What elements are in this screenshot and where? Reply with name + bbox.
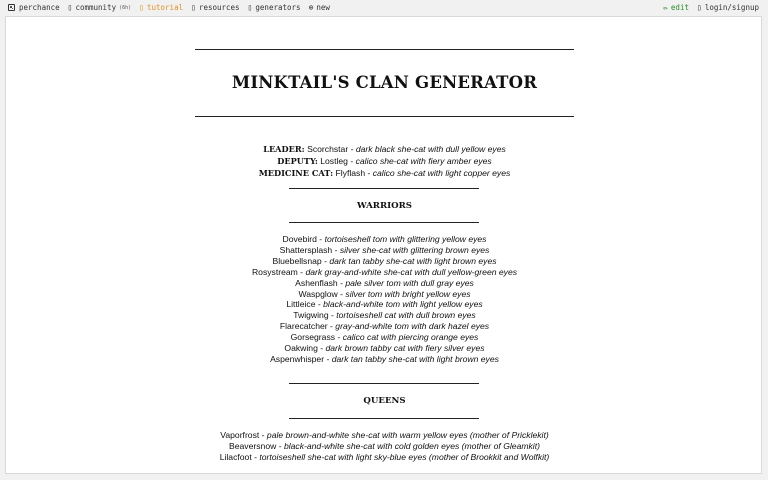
role-label: LEADER:: [263, 144, 305, 154]
nav-login-label: login/signup: [704, 3, 759, 12]
nav-generators-label: generators: [255, 3, 301, 12]
divider: [289, 188, 479, 189]
nav-resources-label: resources: [198, 3, 240, 12]
warrior-line: Ashenflash - pale silver tom with dull gray eyes: [295, 277, 474, 288]
cat-name: Waspglow: [298, 288, 338, 299]
cat-desc: dark black she-cat with dull yellow eyes: [355, 144, 506, 154]
nav-edit-label: edit: [670, 3, 689, 12]
cat-desc: calico she-cat with fiery amber eyes: [355, 156, 492, 166]
user-icon: ▯: [696, 2, 702, 12]
nav-new-label: new: [316, 3, 330, 12]
queen-line: Vaporfrost - pale brown-and-white she-cat with warm yellow eyes (mother of Pricklekit): [220, 430, 549, 440]
community-count: (6h): [119, 4, 132, 11]
queens-heading: QUEENS: [363, 396, 406, 406]
cat-name: Shattersplash: [279, 244, 333, 255]
cat-name: Aspenwhisper: [270, 353, 325, 364]
cat-desc: dark gray-and-white she-cat with dull yellow-green eyes: [305, 266, 518, 277]
cat-desc: tortoiseshell tom with glittering yellow eyes: [324, 234, 487, 244]
cat-desc: dark brown tabby cat with fiery silver eyes: [325, 343, 485, 353]
warrior-line: Littleice - black-and-white tom with light yellow eyes: [286, 299, 483, 310]
cat-name: Gorsegrass: [290, 332, 336, 343]
top-nav-bar: [0, 0, 768, 16]
warrior-line: Bluebellsnap - dark tan tabby she-cat with light brown eyes: [272, 255, 497, 266]
cat-desc: black-and-white tom with light yellow eyes: [323, 299, 483, 310]
nav-tutorial[interactable]: [139, 3, 183, 12]
divider: [289, 222, 479, 223]
cat-name: Oakwing: [284, 343, 318, 353]
warrior-line: Oakwing - dark brown tabby cat with fiery silver eyes: [284, 343, 485, 353]
cat-name: Ashenflash: [295, 277, 338, 288]
queen-line: Beaversnow - black-and-white she-cat with cold golden eyes (mother of Gleamkit): [229, 441, 540, 451]
cat-desc: silver tom with bright yellow eyes: [345, 288, 471, 299]
resources-icon: ▯: [191, 2, 196, 12]
warrior-line: Aspenwhisper - dark tan tabby she-cat with light brown eyes: [270, 353, 499, 364]
cat-name: Dovebird: [282, 234, 317, 244]
cat-name: Rosystream: [251, 266, 298, 277]
cat-name: Twigwing: [293, 310, 329, 321]
cat-name: Lilacfoot: [219, 452, 252, 462]
cat-desc: pale brown-and-white she-cat with warm yellow eyes (mother of Pricklekit): [266, 430, 549, 440]
nav-perchance-label: perchance: [19, 3, 60, 12]
nav-community[interactable]: [68, 3, 132, 12]
nav-login[interactable]: [697, 3, 759, 12]
divider: [289, 383, 479, 384]
medicine-cat-line: MEDICINE CAT: Flyflash - calico she-cat with light copper eyes: [258, 168, 511, 178]
generator-output-panel: [5, 16, 762, 474]
cat-desc: calico cat with piercing orange eyes: [342, 332, 479, 343]
warrior-line: Flarecatcher - gray-and-white tom with dark hazel eyes: [279, 321, 490, 332]
queen-line: Lilacfoot - tortoiseshell she-cat with light sky-blue eyes (mother of Brookkit and Wolfkit): [219, 452, 550, 462]
generators-icon: ▯: [247, 2, 253, 12]
warrior-line: Twigwing - tortoiseshell cat with dull brown eyes: [293, 310, 476, 321]
pencil-icon: ✏: [663, 2, 668, 12]
warrior-line: Rosystream - dark gray-and-white she-cat with dull yellow-green eyes: [251, 266, 518, 277]
leader-line: LEADER: Scorchstar - dark black she-cat with dull yellow eyes: [263, 144, 506, 154]
nav-community-label: community: [75, 3, 117, 12]
cat-desc: silver she-cat with glittering brown eyes: [339, 244, 490, 255]
cat-desc: dark tan tabby she-cat with light brown eyes: [331, 353, 499, 364]
cat-desc: gray-and-white tom with dark hazel eyes: [335, 321, 490, 332]
divider: [289, 418, 479, 419]
plus-icon: ⊕: [308, 2, 314, 12]
community-icon: ▯: [67, 2, 73, 12]
nav-tutorial-label: tutorial: [146, 3, 184, 12]
cat-name: Lostleg: [320, 156, 348, 166]
cat-name: Littleice: [286, 299, 316, 310]
dice-icon: [8, 4, 15, 11]
cat-desc: pale silver tom with dull gray eyes: [345, 277, 474, 288]
cat-name: Bluebellsnap: [272, 255, 322, 266]
role-label: MEDICINE CAT:: [258, 168, 334, 178]
page-title: MINKTAIL'S CLAN GENERATOR: [231, 73, 538, 92]
warrior-line: Gorsegrass - calico cat with piercing orange eyes: [290, 332, 479, 343]
cat-name: Vaporfrost: [220, 430, 260, 440]
nav-generators[interactable]: [248, 3, 301, 12]
nav-right: [655, 3, 759, 12]
deputy-line: DEPUTY: Lostleg - calico she-cat with fiery amber eyes: [277, 156, 492, 166]
tutorial-icon: ▯: [139, 2, 144, 12]
cat-name: Beaversnow: [229, 441, 277, 451]
cat-name: Flarecatcher: [279, 321, 328, 332]
cat-desc: calico she-cat with light copper eyes: [372, 168, 511, 178]
cat-name: Scorchstar: [307, 144, 349, 154]
divider: [195, 49, 574, 50]
cat-desc: tortoiseshell she-cat with light sky-blue eyes (mother of Brookkit and Wolfkit): [259, 452, 550, 462]
nav-new[interactable]: [309, 3, 330, 12]
nav-edit[interactable]: [663, 3, 689, 12]
divider: [195, 116, 574, 117]
nav-resources[interactable]: [191, 3, 239, 12]
cat-desc: black-and-white she-cat with cold golden eyes (mother of Gleamkit): [283, 441, 540, 451]
cat-desc: tortoiseshell cat with dull brown eyes: [336, 310, 476, 321]
nav-perchance[interactable]: [8, 3, 60, 12]
warrior-line: Dovebird - tortoiseshell tom with glittering yellow eyes: [282, 234, 487, 244]
cat-name: Flyflash: [335, 168, 366, 178]
warrior-line: Shattersplash - silver she-cat with glittering brown eyes: [279, 244, 490, 255]
warrior-line: Waspglow - silver tom with bright yellow eyes: [298, 288, 471, 299]
nav-left: [8, 3, 338, 12]
warriors-heading: WARRIORS: [357, 201, 412, 211]
cat-desc: dark tan tabby she-cat with light brown eyes: [329, 255, 497, 266]
role-label: DEPUTY:: [277, 156, 318, 166]
